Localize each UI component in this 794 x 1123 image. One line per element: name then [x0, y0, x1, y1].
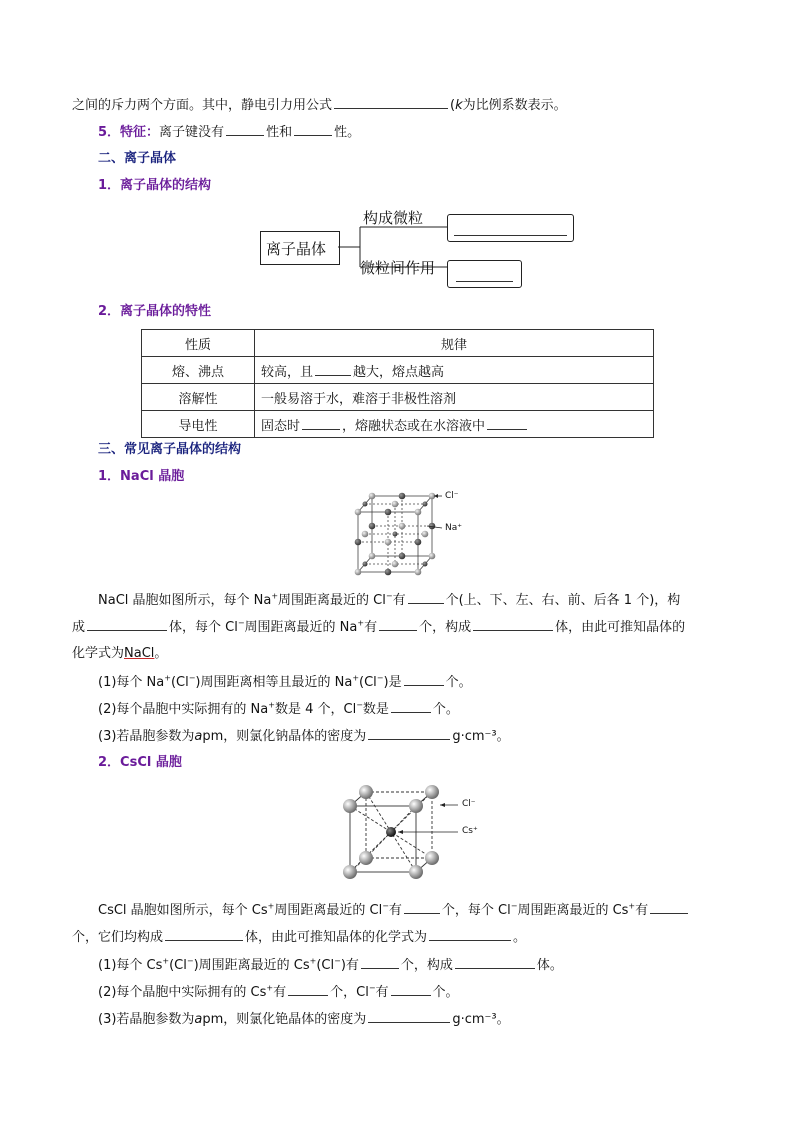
text: 体，每个 Cl: [169, 620, 238, 635]
superscript: +: [164, 673, 171, 683]
text: 个，Cl: [330, 985, 369, 1000]
cscl-paragraph-line1: [98, 900, 690, 920]
superscript: +: [162, 956, 170, 966]
superscript: +: [271, 591, 279, 601]
superscript: −: [356, 700, 363, 710]
text: )有: [340, 958, 359, 973]
nacl-question-2: [98, 699, 459, 719]
table-cell-rule: 一般易溶于水，难溶于非极性溶剂: [255, 384, 654, 411]
text: a: [194, 729, 203, 744]
item-label: 5．特征：: [98, 125, 160, 140]
text: 体，由此可推知晶体的化学式为: [245, 930, 428, 945]
answer-blank[interactable]: [391, 982, 431, 996]
cscl-paragraph-line2: [72, 927, 526, 947]
table-cell-prop: 导电性: [142, 411, 255, 438]
nacl-label-cl: Cl⁻: [445, 491, 459, 501]
answer-blank[interactable]: [650, 900, 688, 914]
text: 个，构成: [419, 620, 472, 635]
answer-blank[interactable]: [368, 726, 450, 740]
text: 。: [513, 930, 527, 945]
text: (3)若晶胞参数为: [98, 729, 195, 744]
diagram-answer-box-1[interactable]: [447, 214, 574, 242]
text: NaCl 晶胞如图所示，每个 Na: [98, 593, 272, 608]
answer-nacl-formula: NaCl: [124, 646, 155, 661]
table-header-cell: 规律: [255, 330, 654, 357]
text: k: [455, 98, 463, 113]
answer-blank[interactable]: [487, 416, 527, 430]
text: 数是: [362, 702, 389, 717]
text: ，熔融状态或在水溶液中: [342, 418, 486, 434]
table-header-row: [142, 330, 654, 357]
cscl-unit-cell-figure: [338, 778, 468, 890]
table-row: [142, 411, 654, 438]
answer-blank[interactable]: [408, 590, 444, 604]
text: )周围距离相等且最近的 Na: [195, 675, 353, 690]
text: 体，由此可推知晶体的: [555, 620, 686, 635]
nacl-label-na: Na⁺: [445, 523, 462, 533]
answer-blank[interactable]: [404, 900, 440, 914]
text: 数是 4 个，Cl: [274, 702, 357, 717]
diagram-branch-particles: 构成微粒: [363, 209, 424, 227]
text: (1)每个 Na: [98, 675, 165, 690]
nacl-unit-cell-figure: [350, 490, 470, 582]
section-title-ionic-crystal: 二、离子晶体: [98, 151, 177, 166]
answer-blank[interactable]: [391, 699, 431, 713]
text: 周围距离最近的 Cl: [278, 593, 386, 608]
text: (Cl: [316, 958, 335, 973]
nacl-paragraph-line1: [98, 590, 680, 610]
text: pm，则氯化铯晶体的密度为: [202, 1012, 367, 1027]
superscript: +: [352, 673, 360, 683]
cscl-question-2: [98, 982, 459, 1002]
subsection-title-properties: 2．离子晶体的特性: [98, 304, 212, 319]
table-row: [142, 384, 654, 411]
table-cell-rule: [255, 357, 654, 384]
nacl-question-3: [98, 726, 510, 746]
table-header-cell: 性质: [142, 330, 255, 357]
text: 体。: [536, 958, 563, 973]
text: 化学式为: [72, 646, 125, 661]
answer-blank[interactable]: [226, 122, 264, 136]
text: 性。: [334, 125, 361, 140]
answer-blank[interactable]: [404, 672, 444, 686]
text: (Cl: [359, 675, 377, 690]
superscript: +: [357, 618, 365, 628]
text: 有: [392, 593, 406, 608]
text: 个，每个 Cl: [441, 903, 511, 918]
text: 成: [72, 620, 86, 635]
answer-blank[interactable]: [315, 362, 351, 376]
properties-table: [141, 329, 654, 438]
superscript: −: [188, 673, 196, 683]
text: g·cm⁻³。: [452, 729, 510, 744]
text: 固态时: [261, 418, 301, 434]
superscript: −: [385, 591, 393, 601]
table-cell-prop: 溶解性: [142, 384, 255, 411]
text: pm，则氯化钠晶体的密度为: [202, 729, 367, 744]
text: 个。: [432, 702, 459, 717]
answer-blank[interactable]: [455, 955, 535, 969]
superscript: +: [309, 956, 317, 966]
subsection-title-structure: 1．离子晶体的结构: [98, 178, 212, 193]
answer-blank[interactable]: [429, 927, 511, 941]
text: 个。: [432, 985, 459, 1000]
text: (2)每个晶胞中实际拥有的 Cs: [98, 985, 267, 1000]
text: g·cm⁻³。: [452, 1012, 510, 1027]
superscript: −: [334, 956, 341, 966]
answer-blank[interactable]: [379, 617, 417, 631]
text: 之间的斥力两个方面。其中，静电引力用公式: [72, 98, 333, 113]
diagram-main-label: 离子晶体: [266, 240, 327, 258]
section-title-common-structures: 三、常见离子晶体的结构: [98, 442, 242, 457]
subsection-title-cscl: 2．CsCl 晶胞: [98, 755, 182, 770]
text: 性和: [266, 125, 293, 140]
diagram-branch-interaction: 微粒间作用: [360, 259, 436, 277]
superscript: −: [186, 956, 194, 966]
text: 个，构成: [400, 958, 453, 973]
cscl-label-cs: Cs⁺: [462, 826, 478, 836]
table-row: [142, 357, 654, 384]
cscl-question-3: [98, 1009, 510, 1029]
superscript: +: [267, 901, 275, 911]
text: 有: [364, 620, 378, 635]
text: 个。: [445, 675, 472, 690]
text: 有: [273, 985, 287, 1000]
superscript: +: [266, 983, 274, 993]
nacl-paragraph-line2: [72, 617, 685, 637]
text: 个，它们均构成: [72, 930, 164, 945]
text: 。: [154, 646, 168, 661]
text: 有: [635, 903, 649, 918]
text: 周围距离最近的 Cs: [517, 903, 629, 918]
answer-blank[interactable]: [368, 1009, 450, 1023]
superscript: −: [237, 618, 245, 628]
paragraph-coulomb: 之间的斥力两个方面。其中，静电引力用公式 (k为比例系数表示。: [72, 95, 567, 115]
answer-blank[interactable]: [288, 982, 328, 996]
text: (Cl: [170, 675, 189, 690]
text: (1)每个 Cs: [98, 958, 163, 973]
cscl-label-cl: Cl⁻: [462, 799, 476, 809]
answer-blank[interactable]: [361, 955, 399, 969]
text: )是: [383, 675, 402, 690]
superscript: +: [268, 700, 275, 710]
table-cell-rule: [255, 411, 654, 438]
text: 有: [375, 985, 389, 1000]
answer-blank[interactable]: [473, 617, 553, 631]
text: 离子键没有: [159, 125, 225, 140]
text: (2)每个晶胞中实际拥有的 Na: [98, 702, 269, 717]
nacl-paragraph-line3: [72, 645, 167, 663]
text: 越大，熔点越高: [353, 364, 445, 380]
nacl-question-1: [98, 672, 472, 692]
text: 周围距离最近的 Cl: [274, 903, 383, 918]
text: CsCl 晶胞如图所示，每个 Cs: [98, 903, 268, 918]
answer-blank[interactable]: [87, 617, 167, 631]
text: 较高，且: [261, 364, 314, 380]
answer-blank[interactable]: [165, 927, 243, 941]
superscript: +: [628, 901, 636, 911]
subsection-title-nacl: 1．NaCl 晶胞: [98, 469, 185, 484]
answer-blank[interactable]: [302, 416, 340, 430]
text: (3)若晶胞参数为: [98, 1012, 195, 1027]
answer-blank[interactable]: [294, 122, 332, 136]
text: )周围距离最近的 Cs: [193, 958, 310, 973]
table-cell-prop: 熔、沸点: [142, 357, 255, 384]
cscl-question-1: [98, 955, 563, 975]
superscript: −: [376, 673, 384, 683]
text: (Cl: [169, 958, 187, 973]
text: 有: [388, 903, 402, 918]
text: 周围距离最近的 Na: [244, 620, 358, 635]
paragraph-feature: [98, 122, 360, 142]
text: a: [194, 1012, 203, 1027]
superscript: −: [510, 901, 518, 911]
superscript: −: [382, 901, 389, 911]
text: 为比例系数表示。: [462, 98, 567, 113]
text: 个(上、下、左、右、前、后各 1 个)，构: [445, 593, 681, 608]
superscript: −: [368, 983, 376, 993]
diagram-answer-box-2[interactable]: [447, 260, 522, 288]
answer-blank[interactable]: [334, 95, 448, 109]
